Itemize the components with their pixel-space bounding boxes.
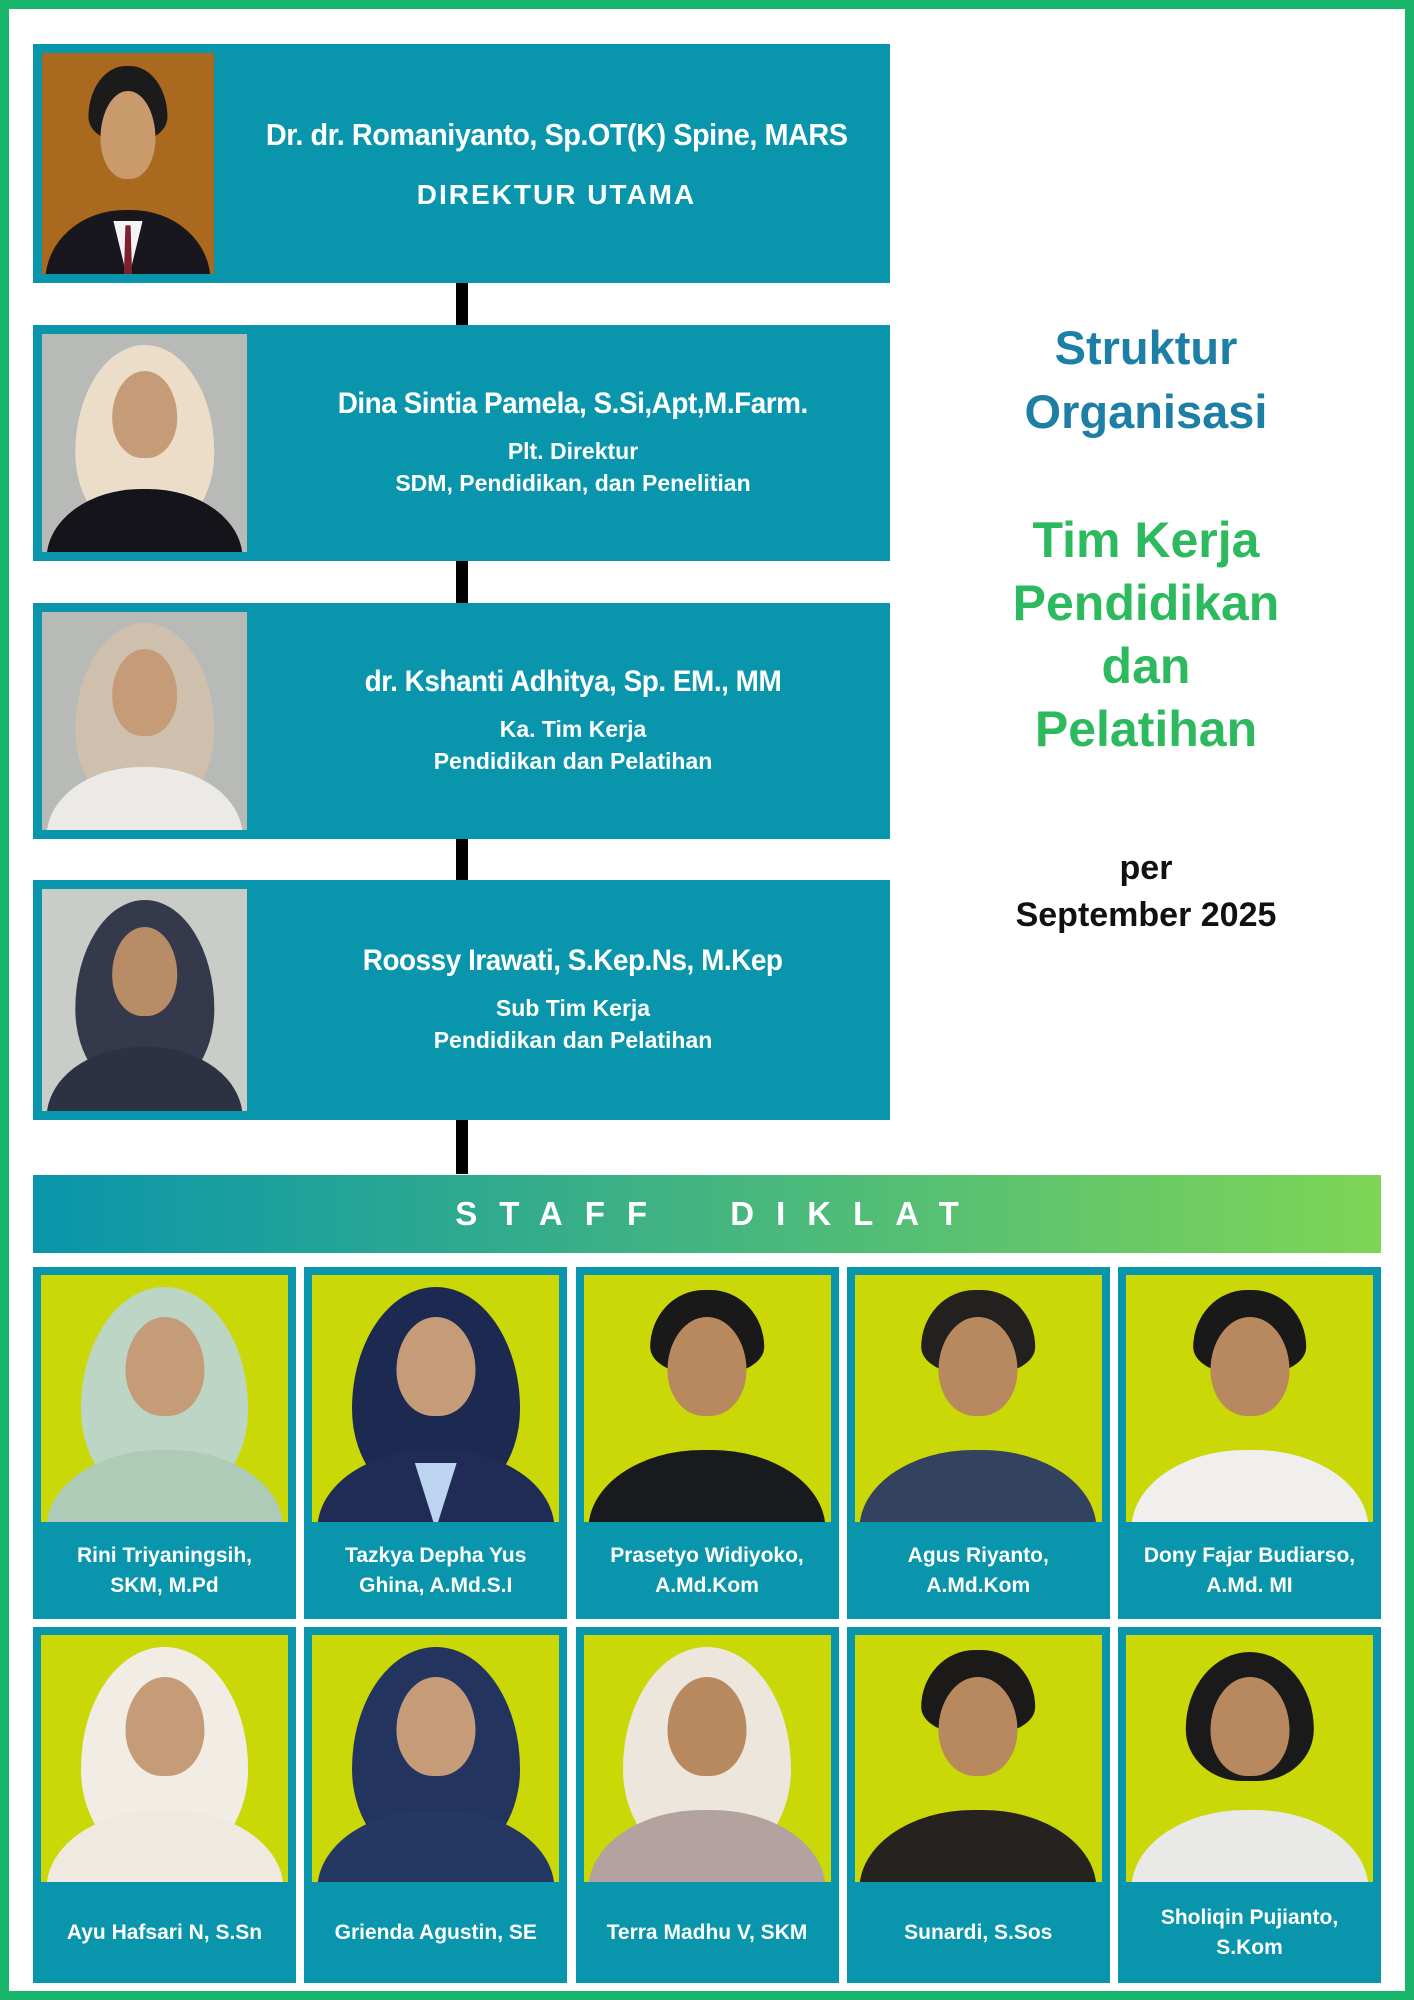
staff-name-line: Rini Triyaningsih, [76,1543,253,1567]
staff-name-line: Sunardi, S.Sos [904,1920,1053,1944]
face-shape [939,1317,1018,1416]
staff-card [304,1627,567,1983]
face-shape [667,1317,746,1416]
face-shape [125,1317,204,1416]
staff-name-label [584,1882,831,1983]
staff-name-label [584,1522,831,1619]
person-photo [42,612,247,830]
staff-name-line: Sholiqin Pujianto, [1160,1905,1339,1929]
face-shape [396,1317,475,1416]
staff-name-line: Agus Riyanto, [907,1543,1049,1567]
person-role-line: Ka. Tim Kerja [499,716,647,742]
org-connector-line [456,1120,468,1174]
poster-title [890,316,1402,444]
staff-name-label [1126,1522,1373,1619]
face-shape [100,91,155,179]
staff-name-line: Ghina, A.Md.S.I [359,1573,513,1597]
person-photo [42,889,247,1111]
org-connector-line [456,839,468,880]
face-shape [396,1677,475,1776]
staff-photo [312,1635,559,1882]
staff-name-line: Ayu Hafsari N, S.Sn [66,1920,263,1944]
shoulders-shape [588,1810,825,1882]
staff-photo [584,1635,831,1882]
staff-card [847,1267,1110,1619]
shoulders-shape [46,489,243,552]
shoulders-shape [860,1810,1097,1882]
poster-subtitle [890,509,1402,761]
shoulders-shape [1131,1810,1368,1882]
org-box [33,325,890,561]
person-name: Dina Sintia Pamela, S.Si,Apt,M.Farm. [337,387,809,420]
staff-photo [312,1275,559,1522]
person-photo [42,334,247,552]
org-box [33,44,890,283]
staff-photo [41,1275,288,1522]
staff-banner [33,1175,1381,1253]
staff-photo [1126,1635,1373,1882]
face-shape [125,1677,204,1776]
poster-date [890,845,1402,939]
title-line: Struktur [1054,321,1238,374]
staff-name-line: Terra Madhu V, SKM [606,1920,808,1944]
org-connector-line [456,561,468,603]
staff-name-line: A.Md.Kom [655,1573,759,1597]
staff-photo [855,1635,1102,1882]
org-box [33,880,890,1120]
person-role-line: Pendidikan dan Pelatihan [433,748,713,774]
shoulders-shape [317,1810,554,1882]
face-shape [939,1677,1018,1776]
face-shape [112,649,178,736]
staff-card [1118,1627,1381,1983]
staff-name-label [855,1882,1102,1983]
staff-photo [41,1635,288,1882]
staff-name-line: S.Kom [1216,1935,1283,1959]
person-role-line: SDM, Pendidikan, dan Penelitian [395,470,751,496]
date-line: September 2025 [1015,896,1277,934]
staff-name-line: A.Md.Kom [926,1573,1031,1597]
staff-photo [584,1275,831,1522]
shoulders-shape [46,1810,283,1882]
person-name: Roossy Irawati, S.Kep.Ns, M.Kep [363,944,783,977]
org-box-text [265,612,881,830]
org-chart-column [33,44,890,1174]
staff-card [33,1627,296,1983]
org-box-text [265,889,881,1111]
staff-name-line: SKM, M.Pd [110,1573,219,1597]
staff-name-label [41,1882,288,1983]
staff-photo [1126,1275,1373,1522]
staff-card [304,1267,567,1619]
shoulders-shape [46,1047,243,1111]
person-name: Dr. dr. Romaniyanto, Sp.OT(K) Spine, MARS [265,116,848,152]
staff-name-line: Dony Fajar Budiarso, [1143,1543,1356,1567]
staff-name-line: Tazkya Depha Yus [345,1543,527,1567]
staff-grid [33,1267,1381,1983]
staff-name-line: A.Md. MI [1206,1573,1293,1597]
staff-photo [855,1275,1102,1522]
staff-card [1118,1267,1381,1619]
staff-card [33,1267,296,1619]
org-box-text [232,53,881,274]
person-role-line: Sub Tim Kerja [495,995,651,1021]
subtitle-line: Pelatihan [1034,701,1258,757]
face-shape [667,1677,746,1776]
staff-name-line: Prasetyo Widiyoko, [610,1543,804,1567]
staff-name-label [312,1522,559,1619]
person-role-line: Plt. Direktur [507,438,639,464]
person-photo [42,53,214,274]
date-line: per [1119,849,1173,887]
staff-name-label [312,1882,559,1983]
staff-name-line: Grienda Agustin, SE [334,1920,537,1944]
shoulders-shape [588,1450,825,1522]
shoulders-shape [46,1450,283,1522]
staff-card [576,1627,839,1983]
staff-name-label [1126,1882,1373,1983]
org-box [33,603,890,839]
org-connector-line [456,283,468,325]
staff-banner-label: STAFF DIKLAT [455,1195,981,1232]
face-shape [1210,1317,1289,1416]
face-shape [112,927,178,1016]
title-line: Organisasi [1024,385,1268,438]
subtitle-line: Pendidikan [1012,575,1280,631]
face-shape [1210,1677,1289,1776]
shoulders-shape [860,1450,1097,1522]
person-role-line: DIREKTUR UTAMA [416,178,697,210]
person-role-line: Pendidikan dan Pelatihan [433,1027,713,1053]
shoulders-shape [46,767,243,830]
subtitle-line: dan [1101,638,1191,694]
person-name: dr. Kshanti Adhitya, Sp. EM., MM [364,665,782,698]
staff-card [576,1267,839,1619]
org-box-text [265,334,881,552]
face-shape [112,371,178,458]
staff-name-label [41,1522,288,1619]
staff-name-label [855,1522,1102,1619]
shoulders-shape [1131,1450,1368,1522]
staff-card [847,1627,1110,1983]
subtitle-line: Tim Kerja [1032,512,1260,568]
